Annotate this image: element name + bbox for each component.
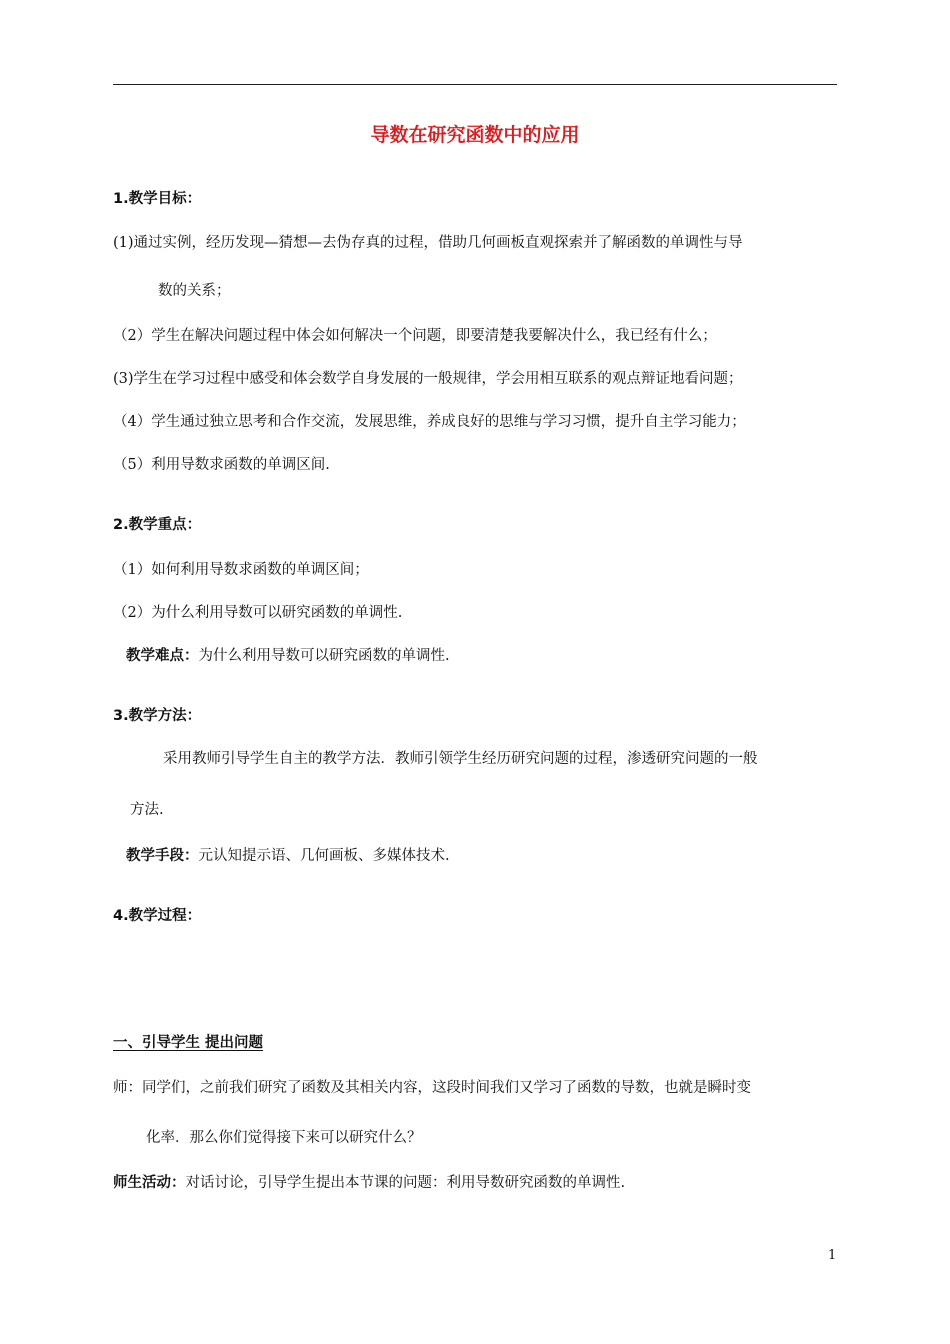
method-line1: 采用教师引导学生自主的教学方法．教师引领学生经历研究问题的过程，渗透研究问题的一般 xyxy=(163,751,758,767)
section-4-heading: 4.教学过程： xyxy=(113,908,202,924)
objective-4: （4）学生通过独立思考和合作交流，发展思维，养成良好的思维与学习习惯，提升自主学习能力； xyxy=(113,414,746,430)
objective-1-line1: (1)通过实例，经历发现—猜想—去伪存真的过程，借助几何画板直观探索并了解函数的单调性与导 xyxy=(113,235,743,251)
section-2-heading: 2.教学重点： xyxy=(113,517,202,533)
key-point-2: （2）为什么利用导数可以研究函数的单调性. xyxy=(113,605,403,621)
objective-1-line2: 数的关系； xyxy=(158,283,231,299)
means-text: 元认知提示语、几何画板、多媒体技术. xyxy=(198,848,450,864)
part-1-heading: 一、引导学生 提出问题 xyxy=(113,1035,264,1051)
document-title: 导数在研究函数中的应用 xyxy=(370,124,580,146)
difficulty-label: 教学难点： xyxy=(126,648,199,664)
objective-3: (3)学生在学习过程中感受和体会数学自身发展的一般规律，学会用相互联系的观点辩证地看问题； xyxy=(113,371,743,387)
activity-label: 师生活动： xyxy=(113,1175,186,1191)
teacher-line2: 化率．那么你们觉得接下来可以研究什么？ xyxy=(146,1130,422,1146)
method-line2: 方法. xyxy=(130,802,164,818)
teacher-line1: 师：同学们，之前我们研究了函数及其相关内容，这段时间我们又学习了函数的导数，也就是瞬时变 xyxy=(113,1080,751,1096)
means-label: 教学手段： xyxy=(126,848,199,864)
objective-5: （5）利用导数求函数的单调区间. xyxy=(113,457,330,473)
section-1-heading: 1.教学目标： xyxy=(113,191,202,207)
difficulty-text: 为什么利用导数可以研究函数的单调性. xyxy=(198,648,450,664)
page-number: 1 xyxy=(828,1248,837,1263)
means-line xyxy=(126,846,450,866)
key-point-1: （1）如何利用导数求函数的单调区间； xyxy=(113,562,369,578)
difficulty-line xyxy=(126,646,450,666)
activity-line xyxy=(113,1173,625,1193)
section-3-heading: 3.教学方法： xyxy=(113,708,202,724)
objective-2: （2）学生在解决问题过程中体会如何解决一个问题，即要清楚我要解决什么，我已经有什么； xyxy=(113,328,717,344)
activity-text: 对话讨论，引导学生提出本节课的问题：利用导数研究函数的单调性. xyxy=(185,1175,626,1191)
header-rule xyxy=(113,84,837,85)
